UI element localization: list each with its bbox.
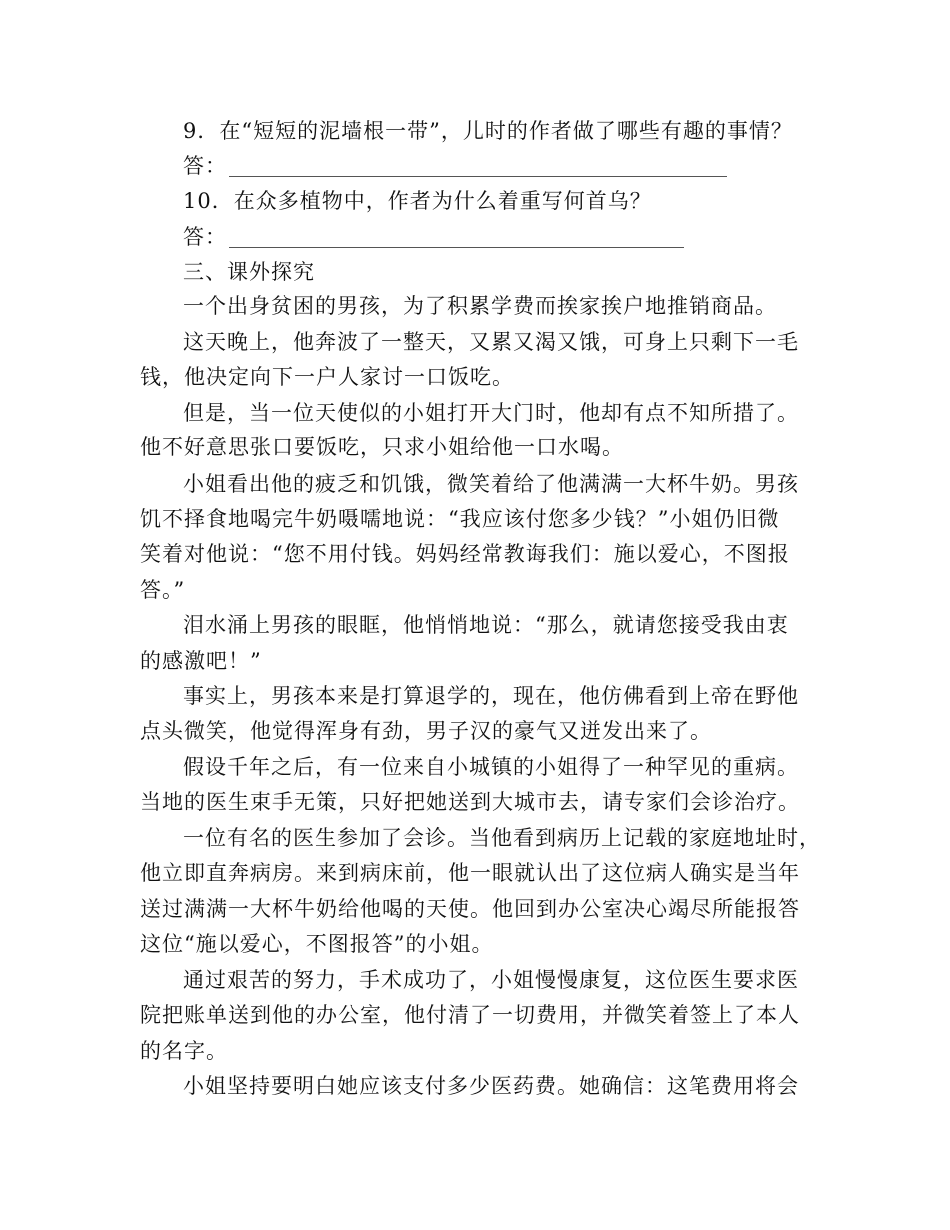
- story-line: 他立即直奔病房。来到病床前，他一眼就认出了这位病人确实是当年: [140, 861, 800, 885]
- story-line: 他不好意思张口要饭吃，只求小姐给他一口水喝。: [140, 435, 624, 459]
- question-9: 9．在“短短的泥墙根一带”，儿时的作者做了哪些有趣的事情？: [183, 119, 793, 143]
- answer-10-blank[interactable]: [229, 247, 684, 248]
- answer-9-label: 答：: [183, 154, 227, 178]
- story-line: 答。”: [140, 578, 186, 602]
- story-line: 这位“施以爱心，不图报答”的小姐。: [140, 932, 494, 956]
- story-line: 院把账单送到他的办公室，他付清了一切费用，并微笑着签上了本人: [140, 1003, 800, 1027]
- story-line: 通过艰苦的努力，手术成功了，小姐慢慢康复，这位医生要求医: [183, 968, 799, 992]
- story-line: 当地的医生束手无策，只好把她送到大城市去，请专家们会诊治疗。: [140, 790, 800, 814]
- answer-9-blank[interactable]: [229, 176, 727, 177]
- question-10: 10．在众多植物中，作者为什么着重写何首乌？: [183, 189, 652, 213]
- story-line: 钱，他决定向下一户人家讨一口饭吃。: [140, 365, 514, 389]
- story-line: 一位有名的医生参加了会诊。当他看到病历上记载的家庭地址时，: [183, 826, 821, 850]
- answer-9-row: [183, 151, 727, 181]
- story-line: 泪水涌上男孩的眼眶，他悄悄地说：“那么，就请您接受我由衷: [183, 613, 789, 637]
- story-line: 但是，当一位天使似的小姐打开大门时，他却有点不知所措了。: [183, 401, 799, 425]
- story-line: 一个出身贫困的男孩，为了积累学费而挨家挨户地推销商品。: [183, 294, 777, 318]
- answer-10-row: [183, 222, 684, 252]
- story-line: 这天晚上，他奔波了一整天，又累又渴又饿，可身上只剩下一毛: [183, 330, 799, 354]
- section-heading: 三、课外探究: [183, 260, 315, 284]
- story-line: 点头微笑，他觉得浑身有劲，男子汉的豪气又迸发出来了。: [140, 719, 712, 743]
- story-line: 事实上，男孩本来是打算退学的，现在，他仿佛看到上帝在野他: [183, 684, 799, 708]
- story-line: 小姐看出他的疲乏和饥饿，微笑着给了他满满一大杯牛奶。男孩: [183, 472, 799, 496]
- story-line: 假设千年之后，有一位来自小城镇的小姐得了一种罕见的重病。: [183, 755, 799, 779]
- story-line: 笑着对他说：“您不用付钱。妈妈经常教诲我们：施以爱心，不图报: [140, 542, 790, 566]
- answer-10-label: 答：: [183, 225, 227, 249]
- story-line: 的感激吧！”: [140, 649, 262, 673]
- story-line: 饥不择食地喝完牛奶嗫嚅地说：“我应该付您多少钱？”小姐仍旧微: [140, 507, 780, 531]
- story-line: 的名字。: [140, 1039, 228, 1063]
- story-line: 小姐坚持要明白她应该支付多少医药费。她确信：这笔费用将会: [183, 1074, 799, 1098]
- story-line: 送过满满一大杯牛奶给他喝的天使。他回到办公室决心竭尽所能报答: [140, 897, 800, 921]
